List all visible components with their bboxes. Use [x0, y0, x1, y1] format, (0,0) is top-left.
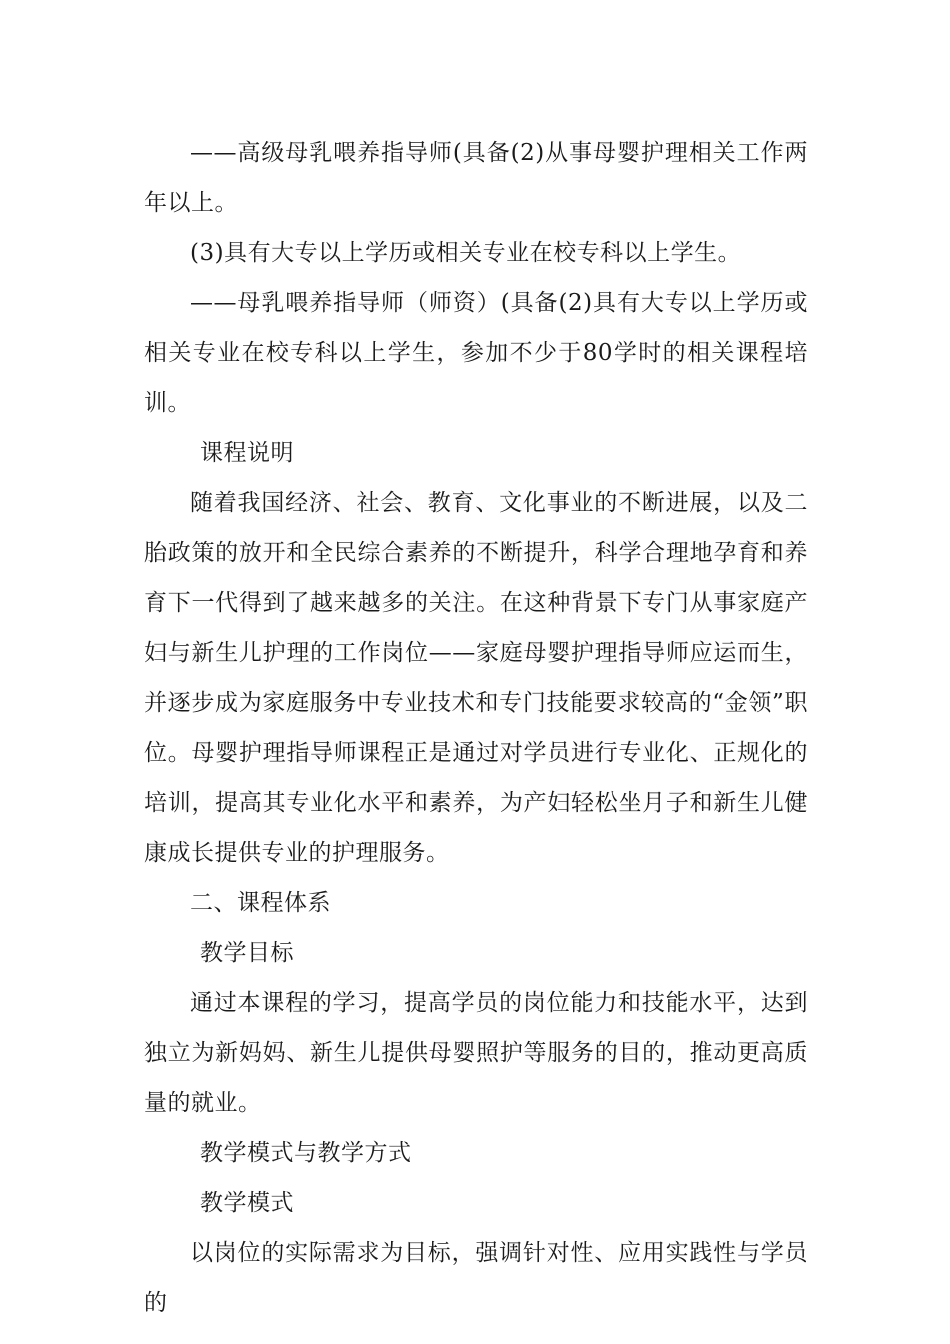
- heading-teaching-mode-and-method: 教学模式与教学方式: [200, 1140, 412, 1166]
- document-body: [144, 128, 808, 1328]
- paragraph-course-description: 随着我国经济、社会、教育、文化事业的不断进展，以及二胎政策的放开和全民综合素养的不断提升，科学合理地孕育和养育下一代得到了越来越多的关注。在这种背景下专门从事家庭产妇与新生儿护理的工作岗位——家庭母婴护理指导师应运而生，并逐步成为家庭服务中专业技术和专门技能要求较高的“金领”职位。母婴护理指导师课程正是通过对学员进行专业化、正规化的培训，提高其专业化水平和素养，为产妇轻松坐月子和新生儿健康成长提供专业的护理服务。: [144, 490, 808, 866]
- paragraph-education-requirement: (3)具有大专以上学历或相关专业在校专科以上学生。: [190, 240, 742, 266]
- paragraph-teaching-mode: 以岗位的实际需求为目标，强调针对性、应用实践性与学员的: [144, 1240, 808, 1316]
- paragraph-instructor-teacher: ——母乳喂养指导师（师资）(具备(2)具有大专以上学历或相关专业在校专科以上学生，参加不少于80学时的相关课程培训。: [144, 290, 808, 416]
- heading-teaching-objective: 教学目标: [200, 940, 294, 966]
- heading-course-description: 课程说明: [200, 440, 294, 466]
- heading-teaching-mode: 教学模式: [200, 1190, 294, 1216]
- heading-course-system: 二、课程体系: [190, 890, 331, 916]
- paragraph-advanced-instructor: ——高级母乳喂养指导师(具备(2)从事母婴护理相关工作两年以上。: [144, 140, 808, 216]
- paragraph-teaching-objective: 通过本课程的学习，提高学员的岗位能力和技能水平，达到独立为新妈妈、新生儿提供母婴照护等服务的目的，推动更高质量的就业。: [144, 990, 808, 1116]
